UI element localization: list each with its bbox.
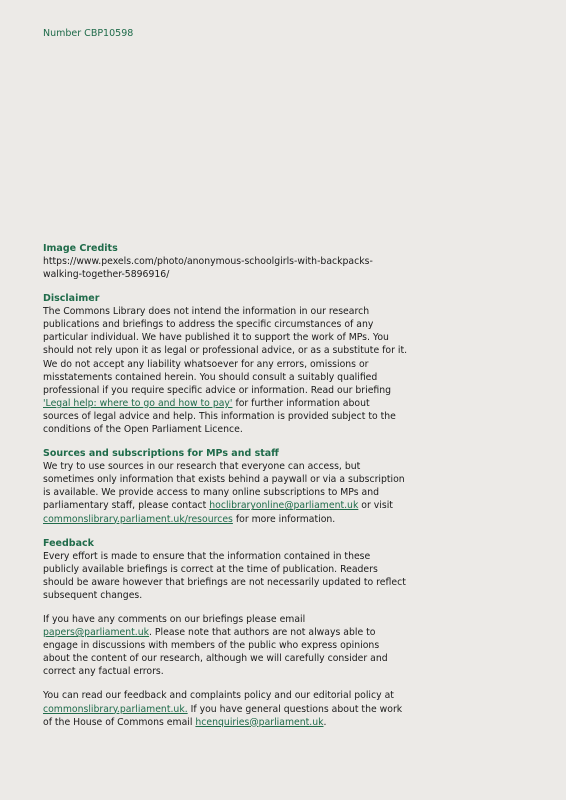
sources-text-start: We try to use sources in our research that everyone can access, but sometimes only information that exists behind a paywall or via a subscription is available. We provide access to many online subscriptions to MPs and parliamentary staff, please contact <box>43 461 405 512</box>
feedback-p3-end: . <box>323 716 327 728</box>
disclaimer-text-end: for further information about sources of legal advice and help. This information is provided subject to the conditions of the Open Parliament Licence. <box>43 397 396 436</box>
feedback-paragraph-2 <box>43 613 408 678</box>
resources-link[interactable]: commonslibrary.parliament.uk/resources <box>43 513 233 525</box>
sources-text <box>43 460 408 525</box>
disclaimer-heading: Disclaimer <box>43 293 100 305</box>
feedback-heading: Feedback <box>43 537 94 549</box>
feedback-p2-end: . Please note that authors are not always able to engage in discussions with members of the public who express opinions about the content of our research, although we will carefully consider and correct any factual errors. <box>43 627 388 678</box>
feedback-paragraph-1: Every effort is made to ensure that the information contained in these publicly available briefings is correct at the time of publication. Readers should be aware however that briefings are not necessarily updated to reflect subsequent changes. <box>43 550 406 601</box>
feedback-section <box>43 537 408 729</box>
back-matter <box>43 242 408 740</box>
image-credits-section <box>43 242 408 281</box>
feedback-p3-mid: If you have general questions about the work of the House of Commons email <box>43 703 403 728</box>
disclaimer-section <box>43 292 408 436</box>
feedback-p3-start: You can read our feedback and complaints policy and our editorial policy at <box>43 690 394 702</box>
disclaimer-text <box>43 305 408 436</box>
papers-email-link[interactable]: papers@parliament.uk <box>43 627 150 639</box>
commons-library-link[interactable]: commonslibrary.parliament.uk. <box>43 703 188 715</box>
sources-text-end: for more information. <box>232 513 336 525</box>
sources-section <box>43 447 408 525</box>
image-credits-heading: Image Credits <box>43 243 118 254</box>
sources-heading: Sources and subscriptions for MPs and staff <box>43 448 279 460</box>
library-online-email-link[interactable]: hoclibraryonline@parliament.uk <box>209 500 359 512</box>
image-credits-text: https://www.pexels.com/photo/anonymous-schoolgirls-with-backpacks-walking-together-5896916/ <box>43 256 373 281</box>
feedback-p2-start: If you have any comments on our briefings please email <box>43 613 306 625</box>
sources-text-mid: or visit <box>358 500 393 512</box>
disclaimer-text-start: The Commons Library does not intend the information in our research publications and briefings to address the specific circumstances of any particular individual. We have published it to support the work of MPs. You should not rely upon it as legal or professional advice, or as a substitute for it. We do not accept any liability whatsoever for any errors, omissions or misstatements contained herein. You should consult a suitably qualified professional if you require specific advice or information. Read our briefing <box>43 306 408 396</box>
document-number: Number CBP10598 <box>43 28 134 39</box>
legal-help-link[interactable]: 'Legal help: where to go and how to pay' <box>43 397 233 409</box>
hc-enquiries-email-link[interactable]: hcenquiries@parliament.uk <box>195 716 324 728</box>
feedback-paragraph-3 <box>43 689 408 728</box>
